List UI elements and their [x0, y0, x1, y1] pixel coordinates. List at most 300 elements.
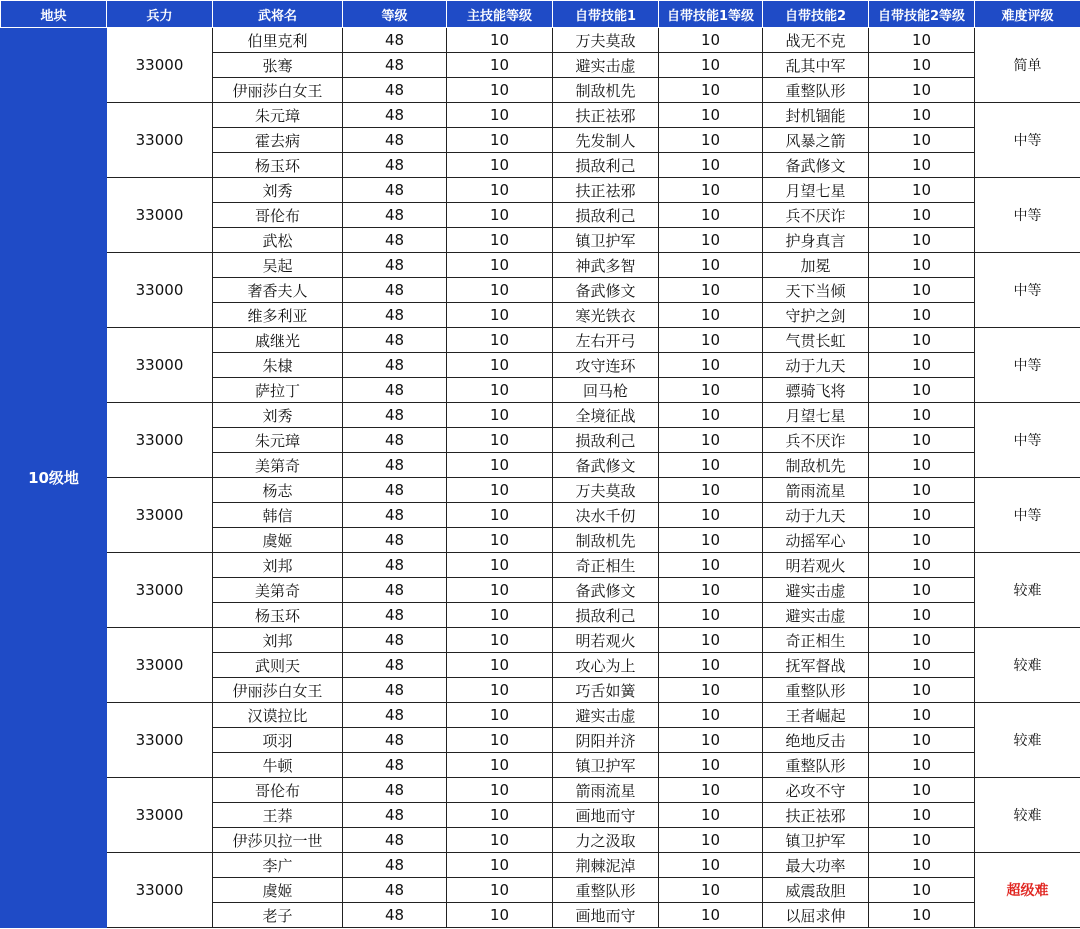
skill2-level-cell: 10	[869, 53, 975, 78]
skill2-cell: 避实击虚	[763, 603, 869, 628]
level-cell: 48	[343, 503, 447, 528]
level-cell: 48	[343, 578, 447, 603]
hero-name-cell: 美第奇	[213, 578, 343, 603]
header-skill2: 自带技能2	[763, 1, 869, 28]
hero-name-cell: 奢香夫人	[213, 278, 343, 303]
skill2-level-cell: 10	[869, 828, 975, 853]
skill2-cell: 镇卫护军	[763, 828, 869, 853]
area-cell: 10级地	[1, 28, 107, 928]
table-row	[1, 853, 1080, 878]
skill1-cell: 箭雨流星	[553, 778, 659, 803]
header-troops: 兵力	[107, 1, 213, 28]
skill1-cell: 左右开弓	[553, 328, 659, 353]
hero-name-cell: 张骞	[213, 53, 343, 78]
skill2-level-cell: 10	[869, 103, 975, 128]
skill1-level-cell: 10	[659, 903, 763, 928]
level-cell: 48	[343, 778, 447, 803]
skill2-level-cell: 10	[869, 28, 975, 53]
hero-name-cell: 吴起	[213, 253, 343, 278]
skill1-cell: 避实击虚	[553, 703, 659, 728]
skill2-cell: 制敌机先	[763, 453, 869, 478]
hero-name-cell: 戚继光	[213, 328, 343, 353]
level-cell: 48	[343, 78, 447, 103]
skill1-level-cell: 10	[659, 278, 763, 303]
skill1-cell: 扶正祛邪	[553, 178, 659, 203]
skill2-cell: 护身真言	[763, 228, 869, 253]
skill2-cell: 避实击虚	[763, 578, 869, 603]
difficulty-badge: 中等	[975, 403, 1080, 478]
skill1-level-cell: 10	[659, 328, 763, 353]
table-row	[1, 103, 1080, 128]
skill2-cell: 扶正祛邪	[763, 803, 869, 828]
skill2-level-cell: 10	[869, 278, 975, 303]
difficulty-badge: 中等	[975, 478, 1080, 553]
skill2-level-cell: 10	[869, 328, 975, 353]
skill2-level-cell: 10	[869, 703, 975, 728]
skill2-level-cell: 10	[869, 653, 975, 678]
skill1-level-cell: 10	[659, 53, 763, 78]
skill2-cell: 绝地反击	[763, 728, 869, 753]
main-skill-level-cell: 10	[447, 553, 553, 578]
skill1-cell: 镇卫护军	[553, 753, 659, 778]
level-cell: 48	[343, 403, 447, 428]
difficulty-badge: 较难	[975, 703, 1080, 778]
hero-name-cell: 刘秀	[213, 178, 343, 203]
skill2-level-cell: 10	[869, 528, 975, 553]
skill2-cell: 王者崛起	[763, 703, 869, 728]
hero-name-cell: 汉谟拉比	[213, 703, 343, 728]
skill1-level-cell: 10	[659, 128, 763, 153]
hero-name-cell: 刘邦	[213, 628, 343, 653]
hero-name-cell: 朱元璋	[213, 103, 343, 128]
skill2-level-cell: 10	[869, 153, 975, 178]
level-cell: 48	[343, 703, 447, 728]
skill1-level-cell: 10	[659, 478, 763, 503]
skill1-cell: 攻心为上	[553, 653, 659, 678]
skill1-level-cell: 10	[659, 528, 763, 553]
skill1-level-cell: 10	[659, 653, 763, 678]
skill2-cell: 明若观火	[763, 553, 869, 578]
skill1-level-cell: 10	[659, 153, 763, 178]
skill1-cell: 奇正相生	[553, 553, 659, 578]
skill2-level-cell: 10	[869, 578, 975, 603]
skill1-level-cell: 10	[659, 78, 763, 103]
main-skill-level-cell: 10	[447, 878, 553, 903]
level-cell: 48	[343, 553, 447, 578]
skill2-level-cell: 10	[869, 553, 975, 578]
main-skill-level-cell: 10	[447, 253, 553, 278]
skill1-cell: 损敌利己	[553, 428, 659, 453]
skill2-level-cell: 10	[869, 678, 975, 703]
skill2-cell: 骠骑飞将	[763, 378, 869, 403]
skill1-level-cell: 10	[659, 228, 763, 253]
skill1-cell: 万夫莫敌	[553, 478, 659, 503]
troops-cell: 33000	[107, 628, 213, 703]
skill1-cell: 力之汲取	[553, 828, 659, 853]
skill1-cell: 荆棘泥淖	[553, 853, 659, 878]
table-row	[1, 553, 1080, 578]
level-cell: 48	[343, 478, 447, 503]
skill1-cell: 制敌机先	[553, 528, 659, 553]
main-skill-level-cell: 10	[447, 203, 553, 228]
header-skill2-level: 自带技能2等级	[869, 1, 975, 28]
main-skill-level-cell: 10	[447, 428, 553, 453]
main-skill-level-cell: 10	[447, 278, 553, 303]
hero-name-cell: 虞姬	[213, 528, 343, 553]
level-cell: 48	[343, 678, 447, 703]
troops-cell: 33000	[107, 403, 213, 478]
skill1-cell: 决水千仞	[553, 503, 659, 528]
main-skill-level-cell: 10	[447, 28, 553, 53]
difficulty-badge: 较难	[975, 628, 1080, 703]
level-cell: 48	[343, 228, 447, 253]
difficulty-badge: 较难	[975, 778, 1080, 853]
main-skill-level-cell: 10	[447, 78, 553, 103]
skill1-level-cell: 10	[659, 253, 763, 278]
main-skill-level-cell: 10	[447, 578, 553, 603]
troops-cell: 33000	[107, 328, 213, 403]
skill2-cell: 风暴之箭	[763, 128, 869, 153]
hero-name-cell: 李广	[213, 853, 343, 878]
skill2-cell: 月望七星	[763, 403, 869, 428]
skill2-cell: 兵不厌诈	[763, 428, 869, 453]
header-difficulty: 难度评级	[975, 1, 1080, 28]
skill2-level-cell: 10	[869, 878, 975, 903]
skill1-cell: 备武修文	[553, 453, 659, 478]
skill2-level-cell: 10	[869, 78, 975, 103]
skill1-cell: 损敌利己	[553, 153, 659, 178]
troops-cell: 33000	[107, 553, 213, 628]
main-skill-level-cell: 10	[447, 503, 553, 528]
skill1-level-cell: 10	[659, 878, 763, 903]
skill1-cell: 寒光铁衣	[553, 303, 659, 328]
difficulty-badge: 中等	[975, 178, 1080, 253]
main-skill-level-cell: 10	[447, 778, 553, 803]
skill1-level-cell: 10	[659, 428, 763, 453]
hero-name-cell: 美第奇	[213, 453, 343, 478]
skill2-cell: 战无不克	[763, 28, 869, 53]
troops-cell: 33000	[107, 28, 213, 103]
skill2-cell: 气贯长虹	[763, 328, 869, 353]
skill2-cell: 必攻不守	[763, 778, 869, 803]
level-cell: 48	[343, 528, 447, 553]
skill1-cell: 损敌利己	[553, 603, 659, 628]
skill1-cell: 阴阳并济	[553, 728, 659, 753]
skill2-level-cell: 10	[869, 378, 975, 403]
skill1-level-cell: 10	[659, 628, 763, 653]
main-skill-level-cell: 10	[447, 103, 553, 128]
level-cell: 48	[343, 353, 447, 378]
main-skill-level-cell: 10	[447, 353, 553, 378]
skill1-level-cell: 10	[659, 203, 763, 228]
main-skill-level-cell: 10	[447, 53, 553, 78]
difficulty-badge: 超级难	[975, 853, 1080, 928]
hero-name-cell: 韩信	[213, 503, 343, 528]
difficulty-badge: 简单	[975, 28, 1080, 103]
skill1-cell: 回马枪	[553, 378, 659, 403]
main-skill-level-cell: 10	[447, 678, 553, 703]
table-row	[1, 28, 1080, 53]
skill2-level-cell: 10	[869, 503, 975, 528]
table-row	[1, 628, 1080, 653]
skill2-cell: 威震敌胆	[763, 878, 869, 903]
main-skill-level-cell: 10	[447, 853, 553, 878]
skill1-level-cell: 10	[659, 303, 763, 328]
main-skill-level-cell: 10	[447, 753, 553, 778]
level-cell: 48	[343, 103, 447, 128]
level-cell: 48	[343, 653, 447, 678]
skill2-cell: 箭雨流星	[763, 478, 869, 503]
table-row	[1, 178, 1080, 203]
header-area: 地块	[1, 1, 107, 28]
level-cell: 48	[343, 753, 447, 778]
main-skill-level-cell: 10	[447, 653, 553, 678]
header-skill1-level: 自带技能1等级	[659, 1, 763, 28]
hero-name-cell: 武则天	[213, 653, 343, 678]
skill1-level-cell: 10	[659, 28, 763, 53]
level-cell: 48	[343, 328, 447, 353]
main-skill-level-cell: 10	[447, 178, 553, 203]
hero-name-cell: 杨玉环	[213, 603, 343, 628]
skill1-level-cell: 10	[659, 453, 763, 478]
difficulty-badge: 中等	[975, 103, 1080, 178]
skill1-level-cell: 10	[659, 378, 763, 403]
skill1-cell: 画地而守	[553, 803, 659, 828]
skill2-cell: 重整队形	[763, 753, 869, 778]
skill2-level-cell: 10	[869, 228, 975, 253]
main-skill-level-cell: 10	[447, 903, 553, 928]
skill1-level-cell: 10	[659, 853, 763, 878]
main-skill-level-cell: 10	[447, 228, 553, 253]
skill1-cell: 全境征战	[553, 403, 659, 428]
skill1-cell: 镇卫护军	[553, 228, 659, 253]
hero-name-cell: 朱棣	[213, 353, 343, 378]
skill2-level-cell: 10	[869, 178, 975, 203]
skill1-cell: 攻守连环	[553, 353, 659, 378]
skill2-cell: 备武修文	[763, 153, 869, 178]
main-skill-level-cell: 10	[447, 528, 553, 553]
main-skill-level-cell: 10	[447, 153, 553, 178]
main-skill-level-cell: 10	[447, 403, 553, 428]
level-cell: 48	[343, 728, 447, 753]
main-skill-level-cell: 10	[447, 728, 553, 753]
troops-cell: 33000	[107, 703, 213, 778]
skill1-cell: 神武多智	[553, 253, 659, 278]
skill1-level-cell: 10	[659, 728, 763, 753]
main-skill-level-cell: 10	[447, 328, 553, 353]
skill2-cell: 抚军督战	[763, 653, 869, 678]
difficulty-badge: 中等	[975, 328, 1080, 403]
skill1-level-cell: 10	[659, 828, 763, 853]
skill1-cell: 避实击虚	[553, 53, 659, 78]
hero-name-cell: 老子	[213, 903, 343, 928]
skill2-level-cell: 10	[869, 603, 975, 628]
skill2-cell: 守护之剑	[763, 303, 869, 328]
header-hero-name: 武将名	[213, 1, 343, 28]
hero-name-cell: 朱元璋	[213, 428, 343, 453]
skill2-cell: 动于九天	[763, 503, 869, 528]
table-row	[1, 703, 1080, 728]
hero-name-cell: 伊丽莎白女王	[213, 78, 343, 103]
troops-cell: 33000	[107, 778, 213, 853]
skill1-level-cell: 10	[659, 553, 763, 578]
skill1-cell: 画地而守	[553, 903, 659, 928]
table-row	[1, 403, 1080, 428]
hero-name-cell: 武松	[213, 228, 343, 253]
hero-name-cell: 伊丽莎白女王	[213, 678, 343, 703]
skill2-level-cell: 10	[869, 903, 975, 928]
header-main-skill-level: 主技能等级	[447, 1, 553, 28]
skill2-level-cell: 10	[869, 453, 975, 478]
main-skill-level-cell: 10	[447, 303, 553, 328]
level-cell: 48	[343, 903, 447, 928]
skill1-level-cell: 10	[659, 603, 763, 628]
skill2-level-cell: 10	[869, 803, 975, 828]
troops-cell: 33000	[107, 103, 213, 178]
skill2-level-cell: 10	[869, 203, 975, 228]
hero-name-cell: 霍去病	[213, 128, 343, 153]
hero-name-cell: 哥伦布	[213, 778, 343, 803]
main-skill-level-cell: 10	[447, 453, 553, 478]
skill1-cell: 制敌机先	[553, 78, 659, 103]
difficulty-badge: 中等	[975, 253, 1080, 328]
header-skill1: 自带技能1	[553, 1, 659, 28]
skill2-cell: 奇正相生	[763, 628, 869, 653]
level-cell: 48	[343, 253, 447, 278]
skill2-cell: 动摇军心	[763, 528, 869, 553]
skill1-level-cell: 10	[659, 778, 763, 803]
skill2-level-cell: 10	[869, 303, 975, 328]
skill1-cell: 万夫莫敌	[553, 28, 659, 53]
hero-name-cell: 伯里克利	[213, 28, 343, 53]
level-cell: 48	[343, 603, 447, 628]
skill2-level-cell: 10	[869, 628, 975, 653]
skill2-level-cell: 10	[869, 753, 975, 778]
level-cell: 48	[343, 378, 447, 403]
level-cell: 48	[343, 803, 447, 828]
table-row	[1, 778, 1080, 803]
skill1-level-cell: 10	[659, 753, 763, 778]
skill2-level-cell: 10	[869, 478, 975, 503]
level-cell: 48	[343, 28, 447, 53]
skill1-level-cell: 10	[659, 353, 763, 378]
skill2-level-cell: 10	[869, 778, 975, 803]
hero-name-cell: 杨志	[213, 478, 343, 503]
level-cell: 48	[343, 628, 447, 653]
level-cell: 48	[343, 828, 447, 853]
skill1-cell: 明若观火	[553, 628, 659, 653]
skill2-level-cell: 10	[869, 403, 975, 428]
level-cell: 48	[343, 153, 447, 178]
hero-name-cell: 项羽	[213, 728, 343, 753]
hero-name-cell: 杨玉环	[213, 153, 343, 178]
level-cell: 48	[343, 428, 447, 453]
skill1-cell: 先发制人	[553, 128, 659, 153]
main-skill-level-cell: 10	[447, 703, 553, 728]
main-skill-level-cell: 10	[447, 478, 553, 503]
skill2-cell: 以屈求伸	[763, 903, 869, 928]
skill2-level-cell: 10	[869, 428, 975, 453]
skill2-level-cell: 10	[869, 253, 975, 278]
skill2-cell: 天下当倾	[763, 278, 869, 303]
troops-cell: 33000	[107, 853, 213, 928]
skill2-cell: 最大功率	[763, 853, 869, 878]
level-cell: 48	[343, 178, 447, 203]
level-cell: 48	[343, 303, 447, 328]
skill2-level-cell: 10	[869, 128, 975, 153]
level-cell: 48	[343, 453, 447, 478]
hero-name-cell: 哥伦布	[213, 203, 343, 228]
skill2-cell: 月望七星	[763, 178, 869, 203]
level-cell: 48	[343, 278, 447, 303]
skill2-level-cell: 10	[869, 853, 975, 878]
skill2-cell: 重整队形	[763, 678, 869, 703]
hero-name-cell: 刘秀	[213, 403, 343, 428]
skill1-cell: 重整队形	[553, 878, 659, 903]
skill1-cell: 扶正祛邪	[553, 103, 659, 128]
level-cell: 48	[343, 203, 447, 228]
header-level: 等级	[343, 1, 447, 28]
table-row	[1, 253, 1080, 278]
skill2-cell: 兵不厌诈	[763, 203, 869, 228]
skill1-level-cell: 10	[659, 503, 763, 528]
main-skill-level-cell: 10	[447, 378, 553, 403]
skill2-cell: 封机锢能	[763, 103, 869, 128]
main-skill-level-cell: 10	[447, 603, 553, 628]
hero-name-cell: 维多利亚	[213, 303, 343, 328]
skill1-cell: 巧舌如簧	[553, 678, 659, 703]
troops-cell: 33000	[107, 178, 213, 253]
troops-cell: 33000	[107, 253, 213, 328]
hero-name-cell: 萨拉丁	[213, 378, 343, 403]
skill1-level-cell: 10	[659, 403, 763, 428]
hero-name-cell: 牛顿	[213, 753, 343, 778]
skill1-level-cell: 10	[659, 803, 763, 828]
difficulty-badge: 较难	[975, 553, 1080, 628]
level-cell: 48	[343, 853, 447, 878]
main-skill-level-cell: 10	[447, 828, 553, 853]
table-row	[1, 478, 1080, 503]
skill1-level-cell: 10	[659, 678, 763, 703]
header-row	[1, 1, 1080, 28]
hero-name-cell: 刘邦	[213, 553, 343, 578]
skill2-cell: 动于九天	[763, 353, 869, 378]
skill1-level-cell: 10	[659, 178, 763, 203]
skill1-level-cell: 10	[659, 703, 763, 728]
table-row	[1, 328, 1080, 353]
level-cell: 48	[343, 53, 447, 78]
skill1-cell: 备武修文	[553, 578, 659, 603]
skill1-cell: 损敌利己	[553, 203, 659, 228]
hero-name-cell: 伊莎贝拉一世	[213, 828, 343, 853]
skill2-level-cell: 10	[869, 728, 975, 753]
troops-cell: 33000	[107, 478, 213, 553]
level-cell: 48	[343, 128, 447, 153]
main-skill-level-cell: 10	[447, 628, 553, 653]
skill1-cell: 备武修文	[553, 278, 659, 303]
skill2-cell: 重整队形	[763, 78, 869, 103]
hero-name-cell: 王莽	[213, 803, 343, 828]
table-body	[1, 28, 1080, 928]
skill1-level-cell: 10	[659, 103, 763, 128]
level-cell: 48	[343, 878, 447, 903]
skill2-level-cell: 10	[869, 353, 975, 378]
skill2-cell: 加冕	[763, 253, 869, 278]
main-skill-level-cell: 10	[447, 128, 553, 153]
skill2-cell: 乱其中军	[763, 53, 869, 78]
skill1-level-cell: 10	[659, 578, 763, 603]
main-skill-level-cell: 10	[447, 803, 553, 828]
